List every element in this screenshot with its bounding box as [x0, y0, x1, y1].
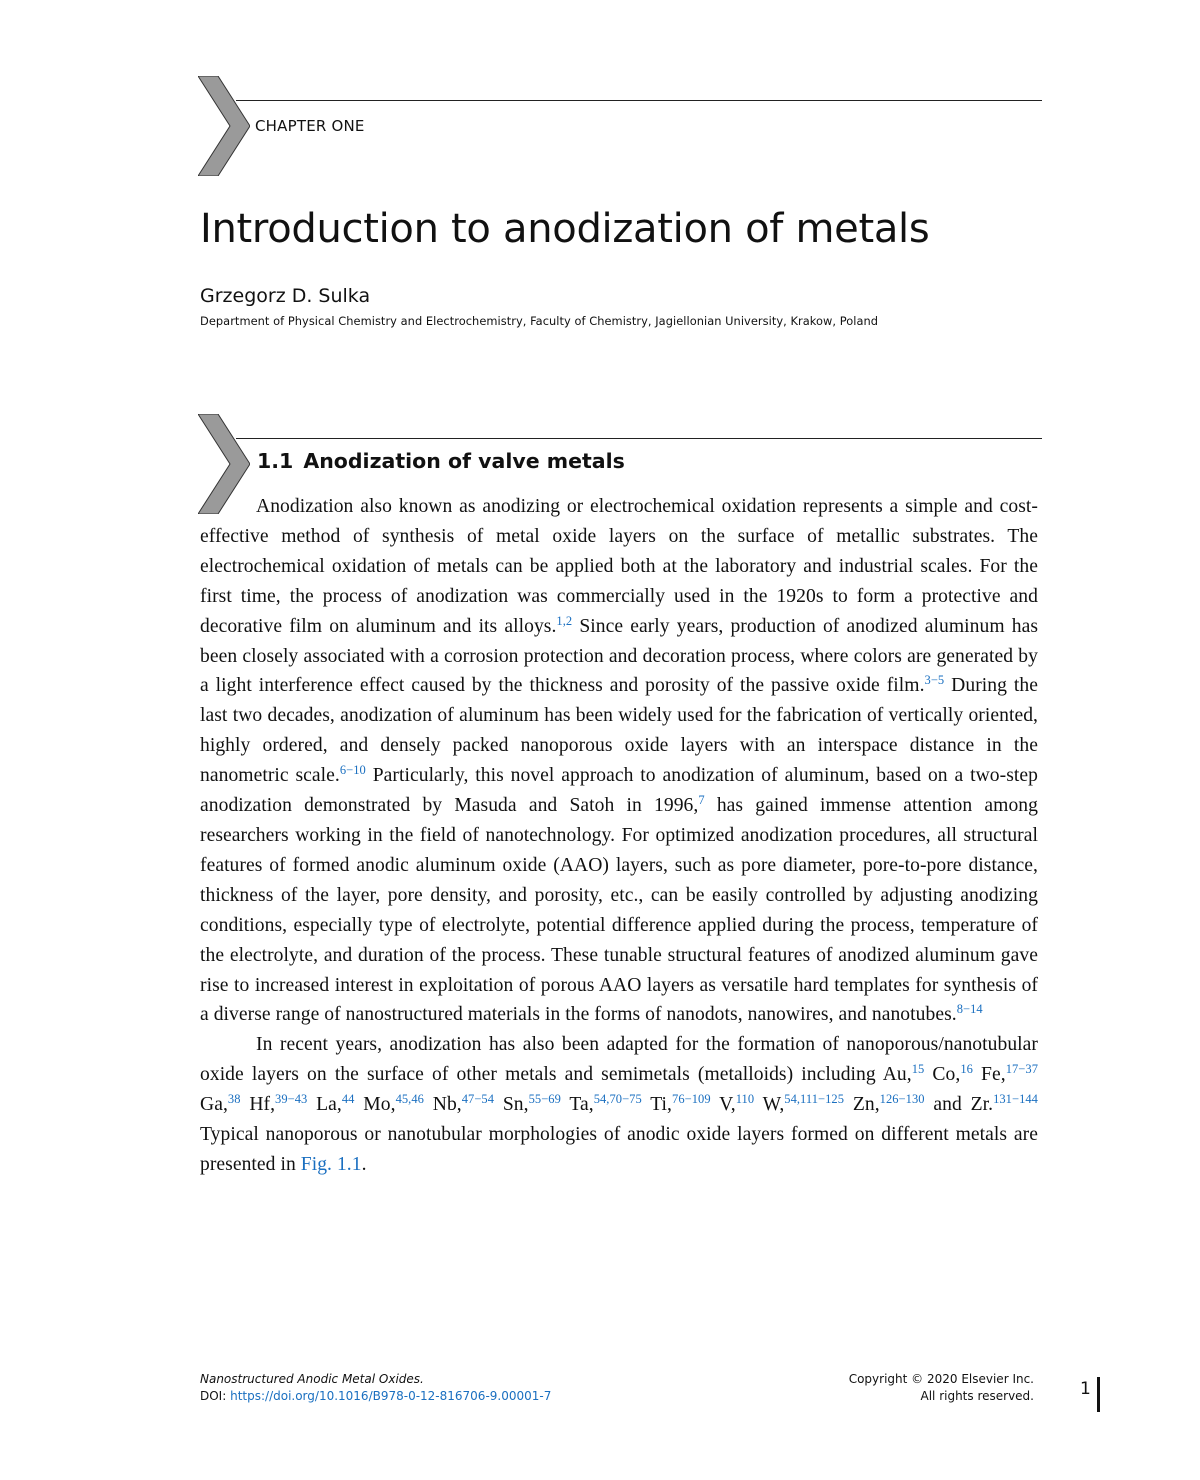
- text-run: W,: [754, 1094, 785, 1116]
- section-rule: [236, 438, 1042, 439]
- citation-ref[interactable]: 76−109: [672, 1092, 711, 1107]
- text-run: Since early years, production of anodized aluminum has been closely associated with a corrosion protection and decoration process, where colors are generated by a light interference effect caused by the thickness and porosity of the passive oxide film.: [200, 615, 1039, 697]
- copyright-text: Copyright © 2020 Elsevier Inc.: [848, 1372, 1034, 1386]
- doi-link[interactable]: https://doi.org/10.1016/B978-0-12-816706-9.00001-7: [230, 1389, 552, 1403]
- text-run: In recent years, anodization has also been adapted for the formation of nanoporous/nanotubular oxide layers on the surface of other metals and semimetals (metalloids) including Au,: [200, 1034, 1038, 1086]
- body-paragraph: [200, 492, 1038, 1030]
- text-run: During the last two decades, anodization of aluminum has been widely used for the fabrication of vertically oriented, highly ordered, and densely packed nanoporous oxide layers with an interspace distance in the nanometric scale.: [200, 675, 1038, 787]
- chapter-title: Introduction to anodization of metals: [200, 206, 930, 252]
- citation-ref[interactable]: 3−5: [924, 673, 945, 688]
- section-title: Anodization of valve metals: [303, 449, 625, 473]
- page-number: 1: [1080, 1379, 1091, 1399]
- text-run: Mo,: [354, 1094, 396, 1116]
- text-run: Ta,: [560, 1094, 594, 1116]
- citation-ref[interactable]: 45,46: [395, 1092, 424, 1107]
- text-run: Zn,: [844, 1094, 880, 1116]
- footer-copyright: [849, 1371, 1034, 1405]
- citation-ref[interactable]: 44: [341, 1092, 355, 1107]
- doi-line: [200, 1388, 551, 1405]
- text-run: .: [361, 1153, 367, 1175]
- text-run: has gained immense attention among researchers working in the field of nanotechnology. For optimized anodization procedures, all structural features of formed anodic aluminum oxide (AAO) layers, such as pore diameter, pore-to-pore distance, thickness of the layer, pore density, and porosity, etc., can be easily controlled by adjusting anodizing conditions, especially type of electrolyte, potential difference applied during the process, temperature of the electrolyte, and duration of the process. These tunable structural features of anodized aluminum gave rise to increased interest in exploitation of porous AAO layers as versatile hard templates for synthesis of a diverse range of nanostructured materials in the forms of nanodots, nanowires, and nanotubes.: [200, 795, 1038, 1026]
- chapter-rule: [236, 100, 1042, 101]
- citation-ref[interactable]: 39−43: [275, 1092, 308, 1107]
- text-run: Fe,: [972, 1064, 1006, 1086]
- section-heading: [257, 449, 625, 473]
- citation-ref[interactable]: 15: [911, 1062, 925, 1077]
- body-paragraph: [200, 1030, 1038, 1180]
- citation-ref[interactable]: 8−14: [956, 1002, 983, 1017]
- section-number: 1.1: [257, 449, 294, 473]
- text-run: Anodization also known as anodizing or electrochemical oxidation represents a simple and cost-effective method of synthesis of metal oxide layers on the surface of metallic substrates. The electrochemical oxidation of metals can be applied both at the laboratory and industrial scales. For the first time, the process of anodization was commercially used in the 1920s to form a protective and decorative film on aluminum and its alloys.: [200, 496, 1038, 637]
- doi-label: DOI:: [200, 1389, 231, 1403]
- text-run: Sn,: [494, 1094, 529, 1116]
- author-affiliation: Department of Physical Chemistry and Electrochemistry, Faculty of Chemistry, Jagiellonian University, Krakow, Poland: [200, 314, 879, 328]
- rights-text: All rights reserved.: [920, 1389, 1034, 1403]
- text-run: Ti,: [641, 1094, 673, 1116]
- chapter-chevron-icon: [198, 76, 250, 176]
- text-run: Typical nanoporous or nanotubular morphologies of anodic oxide layers formed on different metals are presented in: [200, 1124, 1038, 1175]
- text-run: La,: [307, 1094, 342, 1116]
- citation-ref[interactable]: 38: [227, 1092, 241, 1107]
- citation-ref[interactable]: 55−69: [528, 1092, 561, 1107]
- text-run: Nb,: [423, 1094, 462, 1116]
- text-run: Co,: [924, 1064, 961, 1086]
- citation-ref[interactable]: 54,111−125: [784, 1092, 845, 1107]
- citation-ref[interactable]: 7: [698, 793, 705, 808]
- citation-ref[interactable]: 54,70−75: [593, 1092, 642, 1107]
- text-run: V,: [710, 1094, 736, 1116]
- citation-ref[interactable]: 17−37: [1005, 1062, 1039, 1077]
- citation-ref[interactable]: 47−54: [461, 1092, 495, 1107]
- chapter-label: CHAPTER ONE: [255, 117, 365, 135]
- citation-ref[interactable]: 131−144: [993, 1092, 1038, 1107]
- footer-citation: [200, 1371, 551, 1405]
- book-title: Nanostructured Anodic Metal Oxides.: [200, 1372, 424, 1386]
- citation-ref[interactable]: 16: [960, 1062, 973, 1077]
- page-number-bar: [1097, 1377, 1100, 1412]
- text-run: Particularly, this novel approach to anodization of aluminum, based on a two-step anodization demonstrated by Masuda and Satoh in 1996,: [200, 765, 1038, 817]
- citation-ref[interactable]: 110: [735, 1092, 755, 1107]
- text-run: Hf,: [240, 1094, 276, 1116]
- text-run: Ga,: [200, 1094, 228, 1116]
- text-run: and Zr.: [924, 1094, 994, 1116]
- citation-ref[interactable]: 6−10: [339, 763, 366, 778]
- figure-link[interactable]: Fig. 1.1: [300, 1153, 362, 1175]
- body-text: [200, 492, 1038, 1180]
- author-name: Grzegorz D. Sulka: [200, 285, 371, 307]
- citation-ref[interactable]: 1,2: [556, 613, 573, 628]
- citation-ref[interactable]: 126−130: [879, 1092, 925, 1107]
